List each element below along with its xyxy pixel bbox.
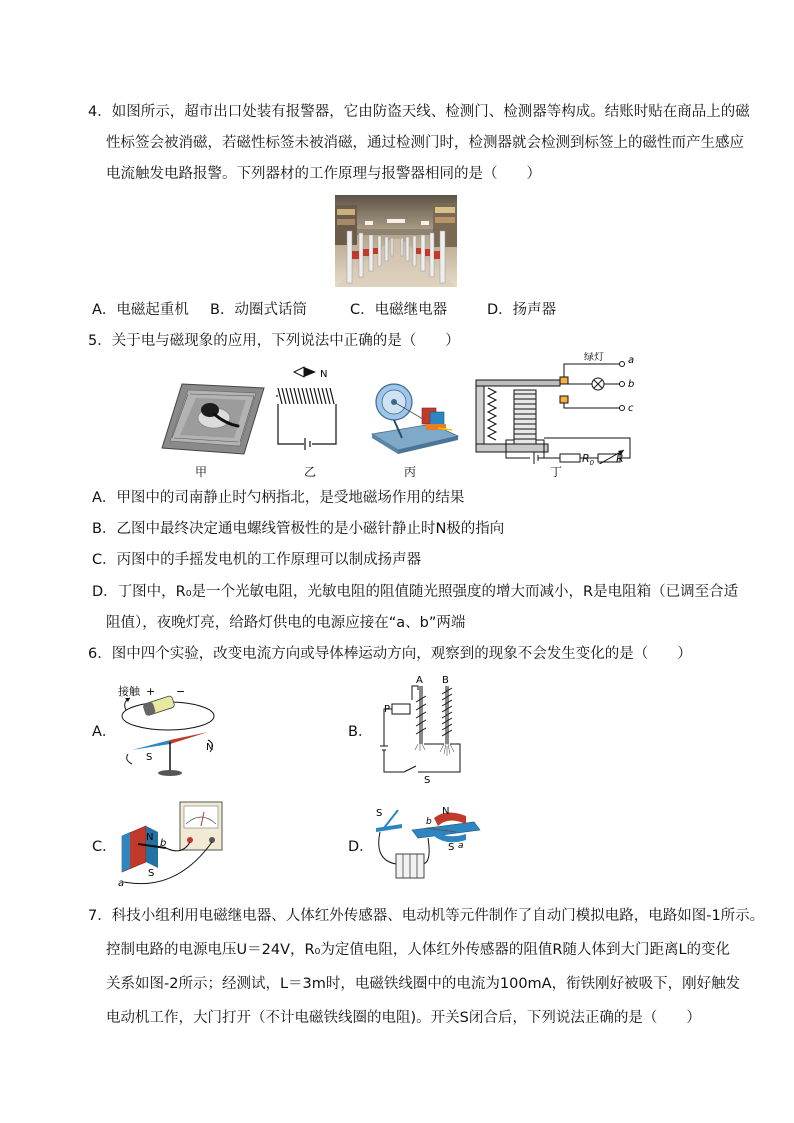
q4-line-1: 4．如图所示，超市出口处装有报警器，它由防盗天线、检测门、检测器等构成。结账时贴在商品上的磁: [88, 104, 750, 120]
label-n-a: N: [206, 742, 214, 753]
q7-line-3: 关系如图-2所示；经测试，L＝3m时，电磁铁线圈中的电流为100mA，衔铁刚好被吸下，刚好触发: [106, 976, 741, 992]
electromagnet-comparison-figure: [378, 672, 468, 788]
label-green-lamp: 绿灯: [584, 352, 604, 363]
caption-bing: 丙: [403, 465, 416, 479]
q7-line-4: 电动机工作，大门打开（不计电磁铁线圈的电阻)。开关S闭合后，下列说法正确的是（ ）: [106, 1010, 701, 1026]
label-plus: +: [146, 685, 156, 698]
q5-option-d-line-2: 阻值），夜晚灯亮，给路灯供电的电源应接在“a、b”两端: [106, 615, 466, 631]
generator-galvanometer-figure: [116, 796, 228, 892]
q5-option-a: A．甲图中的司南静止时勺柄指北，是受地磁场作用的结果: [92, 490, 465, 506]
q7-line-2: 控制电路的电源电压U＝24V，R₀为定值电阻，人体红外传感器的阻值R随人体到大门距离L的变化: [106, 942, 731, 958]
label-b-d: b: [426, 817, 432, 827]
q6-stem: 6．图中四个实验，改变电流方向或导体棒运动方向，观察到的现象不会发生变化的是（ ）: [88, 646, 692, 662]
q4-line-2: 性标签会被消磁，若磁性标签未被消磁，通过检测门时，检测器就会检测到标签上的磁性而产生感应: [106, 135, 744, 151]
q5-option-c: C．丙图中的手摇发电机的工作原理可以制成扬声器: [92, 552, 422, 568]
label-r: R: [616, 452, 624, 465]
caption-ding: 丁: [549, 465, 562, 479]
q7-line-1: 7．科技小组利用电磁继电器、人体红外传感器、电动机等元件制作了自动门模拟电路，电路如图-1所示。: [88, 908, 765, 924]
label-p: P: [384, 704, 391, 715]
label-terminal-b: b: [628, 379, 635, 390]
caption-yi: 乙: [303, 465, 316, 479]
label-magnet-b: B: [442, 675, 449, 686]
label-n-c: N: [146, 832, 154, 843]
label-s-c: S: [148, 868, 155, 879]
q4-option-b: B．动圈式话筒: [210, 302, 307, 318]
oersted-experiment-figure: [112, 680, 222, 784]
relay-circuit-figure: [472, 352, 640, 468]
label-magnet-a: A: [416, 675, 423, 686]
label-a-d: a: [458, 841, 464, 851]
q4-option-d: D．扬声器: [487, 302, 557, 318]
label-n-d: N: [442, 806, 450, 817]
label-terminal-c: c: [628, 403, 634, 414]
q5-option-b: B．乙图中最终决定通电螺线管极性的是小磁针静止时N极的指向: [92, 521, 505, 537]
store-gate-photo: [335, 195, 457, 291]
q5-stem: 5．关于电与磁现象的应用，下列说法中正确的是（ ）: [88, 333, 460, 349]
q5-option-d-line-1: D．丁图中，R₀是一个光敏电阻，光敏电阻的阻值随光照强度的增大而减小，R是电阻箱（已调至合适: [92, 584, 739, 600]
label-n-solenoid: N: [320, 369, 328, 380]
q6-option-c-letter: C．: [92, 839, 117, 855]
label-r0: $R_0$: [582, 452, 595, 468]
label-s-a: S: [146, 752, 153, 763]
sinan-compass-figure: [160, 380, 266, 460]
label-contact: 接触: [118, 685, 140, 698]
solenoid-figure: [268, 364, 348, 458]
label-minus: −: [176, 685, 186, 698]
label-switch-s: S: [424, 775, 431, 784]
label-b-c: b: [160, 838, 167, 849]
q4-option-a: A．电磁起重机: [92, 302, 189, 318]
motor-rails-figure: [372, 804, 482, 888]
q6-option-a-letter: A．: [92, 724, 117, 740]
q4-option-c: C．电磁继电器: [350, 302, 448, 318]
q6-option-b-letter: B．: [348, 724, 373, 740]
q4-line-3: 电流触发电路报警。下列器材的工作原理与报警器相同的是（ ）: [106, 166, 541, 182]
label-terminal-a: a: [628, 355, 635, 366]
label-a-c: a: [118, 878, 125, 888]
q6-option-d-letter: D．: [348, 839, 374, 855]
hand-generator-figure: [368, 378, 460, 460]
label-s-d: S: [376, 808, 383, 819]
label-s-d2: S: [448, 842, 455, 853]
caption-jia: 甲: [194, 465, 207, 479]
